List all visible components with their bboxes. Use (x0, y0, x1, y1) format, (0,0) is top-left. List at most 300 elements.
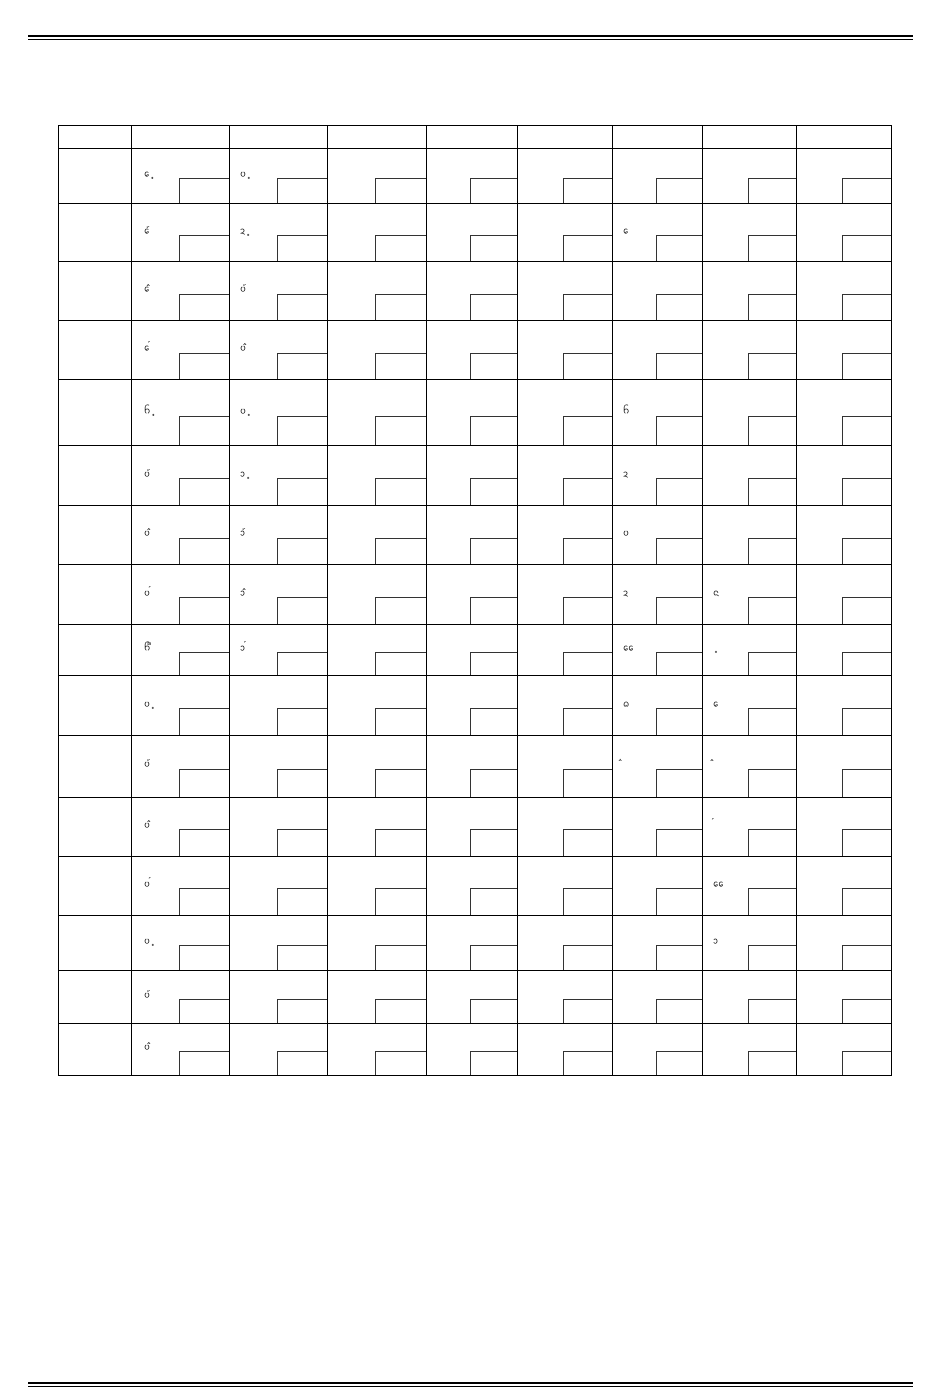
sub-cell-box (748, 888, 796, 915)
glyph-text: ᨷ᩻ (144, 588, 150, 599)
sub-cell-box (179, 945, 229, 970)
glyph-cell (132, 625, 230, 676)
sub-cell-box (277, 1051, 327, 1075)
sub-cell-box (375, 294, 426, 321)
sub-cell-box (842, 1051, 891, 1075)
glyph-cell (328, 204, 427, 262)
sub-cell-box (842, 945, 891, 970)
glyph-text: ᨷ (623, 528, 629, 539)
glyph-cell (328, 1023, 427, 1075)
table-row (59, 676, 892, 735)
glyph-cell (797, 380, 892, 446)
glyph-cell (132, 856, 230, 915)
sub-cell-box (277, 888, 327, 915)
sub-cell-box (842, 478, 891, 505)
sub-cell-box (842, 538, 891, 565)
glyph-cell (797, 262, 892, 321)
sub-cell-box (470, 1051, 517, 1075)
glyph-cell (613, 797, 703, 856)
sub-cell-box (748, 829, 796, 856)
glyph-cell (328, 321, 427, 380)
sub-cell-box (375, 1051, 426, 1075)
sub-cell-box (748, 235, 796, 261)
sub-cell-box (656, 178, 702, 203)
glyph-cell (328, 676, 427, 735)
table-row (59, 915, 892, 970)
header-cell (132, 126, 230, 149)
glyph-cell (427, 797, 518, 856)
sub-cell-box (179, 235, 229, 261)
glyph-cell (230, 625, 328, 676)
sub-cell-box (656, 1051, 702, 1075)
glyph-cell (132, 506, 230, 565)
glyph-cell (703, 856, 797, 915)
sub-cell-box (375, 597, 426, 624)
glyph-cell (518, 1023, 613, 1075)
sub-cell-box (470, 708, 517, 735)
glyph-cell (132, 676, 230, 735)
sub-cell-box (179, 416, 229, 446)
glyph-cell (703, 1023, 797, 1075)
glyph-cell (518, 797, 613, 856)
glyph-cell (703, 797, 797, 856)
table-row (59, 797, 892, 856)
sub-cell-box (656, 538, 702, 565)
sub-cell-box (842, 652, 891, 675)
glyph-cell (230, 506, 328, 565)
sub-cell-box (563, 1051, 612, 1075)
sub-cell-box (656, 708, 702, 735)
sub-cell-box (470, 235, 517, 261)
glyph-cell (613, 321, 703, 380)
sub-cell-box (563, 999, 612, 1023)
glyph-text: ᨷ᩠ (240, 169, 246, 180)
sub-cell-box (179, 597, 229, 624)
glyph-cell (797, 676, 892, 735)
table-row (59, 856, 892, 915)
sub-cell-box (179, 708, 229, 735)
glyph-text: ᩣ᩻ (240, 644, 246, 655)
row-label-cell (59, 506, 132, 565)
glyph-cell (328, 856, 427, 915)
sub-cell-box (277, 708, 327, 735)
glyph-cell (132, 446, 230, 506)
sub-cell-box (563, 235, 612, 261)
sub-cell-box (563, 353, 612, 380)
glyph-cell (230, 676, 328, 735)
glyph-cell (518, 204, 613, 262)
sub-cell-box (748, 652, 796, 675)
glyph-cell (613, 625, 703, 676)
sub-cell-box (277, 416, 327, 446)
sub-cell-box (375, 769, 426, 797)
row-label-cell (59, 149, 132, 204)
sub-cell-box (563, 829, 612, 856)
sub-cell-box (277, 478, 327, 505)
glyph-text: ᩮ᩶ (144, 226, 150, 237)
sub-cell-box (470, 597, 517, 624)
character-chart-table (58, 125, 892, 1076)
glyph-cell (230, 915, 328, 970)
header-cell (230, 126, 328, 149)
glyph-cell (518, 262, 613, 321)
glyph-text: ᨷ᩶ (144, 759, 150, 770)
glyph-cell (230, 797, 328, 856)
sub-cell-box (748, 478, 796, 505)
sub-cell-box (277, 945, 327, 970)
sub-cell-box (375, 478, 426, 505)
glyph-text: ᩣ (713, 936, 719, 947)
glyph-cell (797, 797, 892, 856)
glyph-cell (703, 565, 797, 625)
sub-cell-box (375, 945, 426, 970)
sub-cell-box (656, 416, 702, 446)
sub-cell-box (563, 888, 612, 915)
glyph-cell (518, 446, 613, 506)
glyph-cell (797, 446, 892, 506)
sub-cell-box (563, 945, 612, 970)
glyph-cell (613, 1023, 703, 1075)
glyph-cell (427, 565, 518, 625)
sub-cell-box (748, 597, 796, 624)
row-label-cell (59, 380, 132, 446)
sub-cell-box (179, 538, 229, 565)
glyph-cell (427, 149, 518, 204)
header-cell (518, 126, 613, 149)
glyph-text: ᩮ᩻ (144, 343, 150, 354)
row-label-cell (59, 262, 132, 321)
header-cell (59, 126, 132, 149)
glyph-cell (328, 506, 427, 565)
glyph-cell (427, 506, 518, 565)
glyph-text: ᩣ᩠ (240, 469, 246, 480)
glyph-cell (328, 446, 427, 506)
sub-cell-box (563, 178, 612, 203)
sub-cell-box (179, 888, 229, 915)
sub-cell-box (470, 538, 517, 565)
sub-cell-box (842, 888, 891, 915)
sub-cell-box (375, 538, 426, 565)
glyph-cell (427, 262, 518, 321)
sub-cell-box (470, 999, 517, 1023)
glyph-text: ᨷ᩠ (144, 936, 150, 947)
glyph-cell (230, 1023, 328, 1075)
glyph-cell (132, 149, 230, 204)
glyph-cell (518, 856, 613, 915)
header-cell (613, 126, 703, 149)
glyph-cell (703, 321, 797, 380)
sub-cell-box (179, 178, 229, 203)
table-row (59, 446, 892, 506)
glyph-cell (797, 970, 892, 1023)
glyph-cell (613, 676, 703, 735)
sub-cell-box (748, 294, 796, 321)
glyph-text: ᨵ (623, 699, 630, 710)
glyph-cell (427, 676, 518, 735)
glyph-cell (132, 970, 230, 1023)
glyph-text: ᩣ᩷ (240, 588, 246, 599)
glyph-cell (427, 321, 518, 380)
glyph-cell (427, 915, 518, 970)
glyph-text: ᩮ (623, 226, 629, 237)
sub-cell-box (842, 178, 891, 203)
row-label-cell (59, 565, 132, 625)
glyph-cell (613, 204, 703, 262)
table-row (59, 506, 892, 565)
glyph-cell (703, 970, 797, 1023)
header-cell (797, 126, 892, 149)
sub-cell-box (375, 353, 426, 380)
header-cell (703, 126, 797, 149)
glyph-cell (427, 625, 518, 676)
glyph-cell (703, 506, 797, 565)
glyph-cell (132, 797, 230, 856)
glyph-text: ᨷ᩶ (144, 990, 150, 1001)
sub-cell-box (470, 416, 517, 446)
sub-cell-box (842, 708, 891, 735)
sub-cell-box (277, 829, 327, 856)
sub-cell-box (563, 478, 612, 505)
glyph-cell (613, 149, 703, 204)
sub-cell-box (470, 888, 517, 915)
sub-cell-box (470, 294, 517, 321)
glyph-cell (613, 856, 703, 915)
row-label-cell (59, 797, 132, 856)
row-label-cell (59, 676, 132, 735)
glyph-text: ᨤ᩺ (144, 644, 151, 655)
sub-cell-box (470, 178, 517, 203)
sub-cell-box (656, 597, 702, 624)
glyph-cell (427, 380, 518, 446)
glyph-cell (703, 676, 797, 735)
glyph-cell (797, 735, 892, 797)
sub-cell-box (563, 708, 612, 735)
glyph-cell (613, 915, 703, 970)
sub-cell-box (748, 353, 796, 380)
sub-cell-box (842, 235, 891, 261)
glyph-cell (328, 565, 427, 625)
row-label-cell (59, 915, 132, 970)
header-row (59, 126, 892, 149)
sub-cell-box (277, 235, 327, 261)
glyph-cell (132, 204, 230, 262)
row-label-cell (59, 735, 132, 797)
sub-cell-box (470, 353, 517, 380)
sub-cell-box (277, 999, 327, 1023)
glyph-text: ᨯ (623, 588, 629, 599)
glyph-text: ᨷ᩠ (240, 406, 246, 417)
glyph-cell (427, 735, 518, 797)
glyph-text: ᨷ᩷ (144, 528, 150, 539)
glyph-cell (230, 565, 328, 625)
table-row (59, 321, 892, 380)
sub-cell-box (842, 416, 891, 446)
header-cell (328, 126, 427, 149)
table-row (59, 625, 892, 676)
glyph-cell (427, 970, 518, 1023)
glyph-text: ᨯ (623, 469, 629, 480)
glyph-cell (797, 321, 892, 380)
glyph-cell (613, 262, 703, 321)
glyph-text: ᩯ (713, 879, 724, 890)
glyph-cell (703, 380, 797, 446)
glyph-cell (518, 149, 613, 204)
glyph-cell (613, 970, 703, 1023)
glyph-cell (427, 204, 518, 262)
sub-cell-box (842, 294, 891, 321)
glyph-text: ᨯ᩠ (240, 226, 246, 237)
sub-cell-box (563, 769, 612, 797)
sub-cell-box (842, 829, 891, 856)
glyph-cell (328, 735, 427, 797)
sub-cell-box (277, 769, 327, 797)
table-row (59, 204, 892, 262)
glyph-text: ᨷ᩷ (240, 343, 246, 354)
glyph-cell (797, 204, 892, 262)
glyph-text: ᨷ᩷ (144, 1042, 150, 1053)
row-label-cell (59, 970, 132, 1023)
glyph-cell (132, 262, 230, 321)
sub-cell-box (375, 829, 426, 856)
glyph-cell (518, 321, 613, 380)
sub-cell-box (842, 353, 891, 380)
glyph-cell (703, 625, 797, 676)
sub-cell-box (179, 1051, 229, 1075)
glyph-text: ᩯ (623, 644, 634, 655)
glyph-cell (230, 970, 328, 1023)
glyph-cell (427, 446, 518, 506)
glyph-cell (230, 149, 328, 204)
glyph-cell (328, 625, 427, 676)
sub-cell-box (842, 999, 891, 1023)
glyph-cell (613, 380, 703, 446)
sub-cell-box (179, 999, 229, 1023)
table-row (59, 380, 892, 446)
sub-cell-box (842, 597, 891, 624)
sub-cell-box (277, 597, 327, 624)
sub-cell-box (748, 769, 796, 797)
sub-cell-box (179, 478, 229, 505)
sub-cell-box (375, 416, 426, 446)
sub-cell-box (656, 888, 702, 915)
glyph-cell (518, 676, 613, 735)
sub-cell-box (277, 538, 327, 565)
header-cell (427, 126, 518, 149)
sub-cell-box (375, 708, 426, 735)
glyph-text: ᨷ᩶ (144, 469, 150, 480)
glyph-cell (328, 970, 427, 1023)
glyph-text: ᩮ᩷ (144, 284, 150, 295)
glyph-cell (132, 321, 230, 380)
glyph-cell (328, 797, 427, 856)
sub-cell-box (748, 945, 796, 970)
glyph-cell (703, 149, 797, 204)
glyph-cell (328, 915, 427, 970)
glyph-cell (230, 856, 328, 915)
glyph-text: ᨤ᩠ (144, 406, 151, 417)
sub-cell-box (179, 652, 229, 675)
glyph-text: ᨷ᩠ (144, 699, 150, 710)
sub-cell-box (748, 178, 796, 203)
table-row (59, 149, 892, 204)
glyph-cell (797, 856, 892, 915)
sub-cell-box (656, 769, 702, 797)
sub-cell-box (563, 294, 612, 321)
glyph-cell (328, 380, 427, 446)
sub-cell-box (656, 999, 702, 1023)
glyph-cell (518, 735, 613, 797)
row-label-cell (59, 204, 132, 262)
sub-cell-box (563, 597, 612, 624)
sub-cell-box (656, 652, 702, 675)
glyph-cell (613, 565, 703, 625)
glyph-cell (427, 856, 518, 915)
table-row (59, 970, 892, 1023)
table-row (59, 735, 892, 797)
sub-cell-box (748, 416, 796, 446)
sub-cell-box (470, 945, 517, 970)
table-row (59, 262, 892, 321)
sub-cell-box (375, 999, 426, 1023)
glyph-text: ᨤ (623, 406, 630, 417)
row-label-cell (59, 625, 132, 676)
glyph-cell (230, 446, 328, 506)
glyph-cell (518, 915, 613, 970)
table-row (59, 1023, 892, 1075)
sub-cell-box (375, 178, 426, 203)
sub-cell-box (656, 353, 702, 380)
glyph-cell (797, 565, 892, 625)
top-rule (28, 35, 913, 40)
glyph-text: ᨷ᩷ (144, 820, 150, 831)
glyph-cell (703, 735, 797, 797)
glyph-cell (797, 625, 892, 676)
row-label-cell (59, 856, 132, 915)
glyph-cell (518, 380, 613, 446)
glyph-cell (328, 149, 427, 204)
glyph-cell (613, 735, 703, 797)
sub-cell-box (277, 178, 327, 203)
glyph-cell (797, 149, 892, 204)
sub-cell-box (656, 945, 702, 970)
sub-cell-box (563, 416, 612, 446)
glyph-cell (613, 446, 703, 506)
sub-cell-box (748, 708, 796, 735)
sub-cell-box (563, 538, 612, 565)
sub-cell-box (748, 538, 796, 565)
glyph-cell (797, 1023, 892, 1075)
glyph-cell (132, 1023, 230, 1075)
sub-cell-box (179, 353, 229, 380)
bottom-rule (28, 1382, 913, 1387)
sub-cell-box (748, 1051, 796, 1075)
sub-cell-box (656, 829, 702, 856)
glyph-cell (132, 380, 230, 446)
glyph-text: ᩣ᩶ (240, 528, 246, 539)
table-row (59, 565, 892, 625)
sub-cell-box (375, 235, 426, 261)
glyph-cell (703, 915, 797, 970)
sub-cell-box (656, 478, 702, 505)
glyph-text: ᩮ᩠ (144, 169, 150, 180)
row-label-cell (59, 1023, 132, 1075)
sub-cell-box (375, 652, 426, 675)
sub-cell-box (470, 652, 517, 675)
glyph-text: ᨷ᩻ (144, 879, 150, 890)
glyph-cell (613, 506, 703, 565)
sub-cell-box (179, 829, 229, 856)
glyph-cell (132, 915, 230, 970)
